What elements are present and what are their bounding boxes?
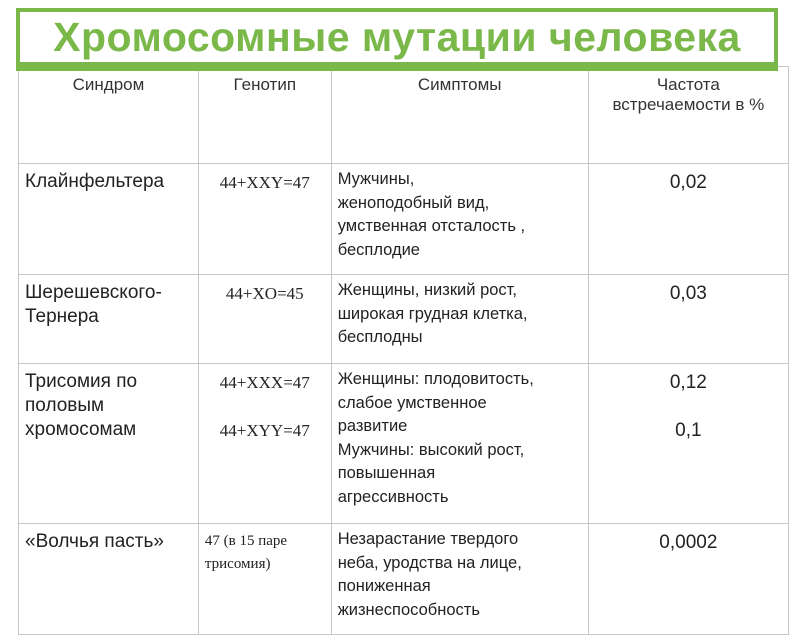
frequency-value: 0,03: [669, 283, 707, 304]
syndrome-line: Шерешевского-: [25, 282, 162, 303]
table-row: [19, 164, 789, 275]
symptom-line: повышенная: [337, 464, 436, 482]
syndrome-line: Тернера: [25, 306, 99, 327]
symptom-line: неба, уродства на лице,: [337, 553, 522, 572]
table-row: [19, 524, 789, 635]
table-row: [19, 364, 789, 524]
frequency-cell: [588, 164, 788, 275]
genotype-line: 47 (в 15 паре: [204, 533, 288, 549]
symptom-line: Женщины: плодовитость,: [337, 370, 534, 388]
header-syndrome: Синдром: [19, 67, 199, 164]
genotype-cell: [198, 275, 331, 364]
genotype-cell: [198, 524, 331, 635]
header-symptoms: Симптомы: [331, 67, 588, 164]
frequency-cell: [588, 275, 788, 364]
header-frequency: Частота встречаемости в %: [588, 67, 788, 164]
table-row: [19, 275, 789, 364]
symptom-line: пониженная: [337, 577, 431, 595]
syndrome-cell: «Волчья пасть»: [19, 524, 199, 635]
header-genotype: Генотип: [198, 67, 331, 164]
symptom-line: Женщины, низкий рост,: [337, 281, 517, 299]
syndrome-line: половым: [25, 395, 105, 416]
genotype-line: 44+XYY=47: [219, 421, 310, 440]
title-underline: [16, 66, 778, 71]
genotype-line: трисомия): [204, 556, 271, 572]
symptoms-cell: [331, 164, 588, 275]
symptom-line: широкая грудная клетка,: [337, 304, 528, 323]
genotype-line: 44+XO=45: [225, 284, 304, 303]
symptom-line: Мужчины: высокий рост,: [337, 440, 525, 459]
frequency-value: 0,0002: [659, 532, 718, 553]
symptom-line: Незарастание твердого: [337, 530, 519, 548]
symptom-line: Мужчины,: [337, 170, 415, 188]
symptom-line: умственная отсталость ,: [337, 217, 526, 235]
genotype-cell: [198, 364, 331, 524]
genotype-line: 44+XXX=47: [219, 373, 310, 392]
syndrome-line: Трисомия по: [25, 371, 138, 392]
genotype-cell: [198, 164, 331, 275]
symptom-line: бесплодие: [337, 240, 420, 259]
frequency-value: 0,1: [675, 420, 702, 441]
symptom-line: женоподобный вид,: [337, 193, 490, 212]
symptom-line: агрессивность: [337, 487, 449, 506]
symptom-line: развитие: [337, 417, 408, 435]
title-banner: [16, 8, 778, 66]
genotype-line: 44+XXY=47: [219, 173, 310, 192]
symptoms-cell: [331, 524, 588, 635]
page-title: Хромосомные мутации человека: [53, 13, 741, 60]
symptom-line: жизнеспособность: [337, 600, 480, 619]
symptoms-cell: [331, 275, 588, 364]
symptoms-cell: [331, 364, 588, 524]
header-row: [19, 67, 789, 164]
frequency-cell: [588, 524, 788, 635]
mutations-table: [18, 66, 789, 635]
frequency-cell: [588, 364, 788, 524]
frequency-value: 0,02: [669, 172, 707, 193]
syndrome-line: хромосомам: [25, 419, 137, 440]
symptom-line: бесплодны: [337, 328, 423, 346]
syndrome-cell: [19, 364, 199, 524]
frequency-value: 0,12: [669, 372, 707, 393]
syndrome-cell: [19, 275, 199, 364]
symptom-line: слабое умственное: [337, 393, 487, 412]
syndrome-cell: Клайнфельтера: [19, 164, 199, 275]
